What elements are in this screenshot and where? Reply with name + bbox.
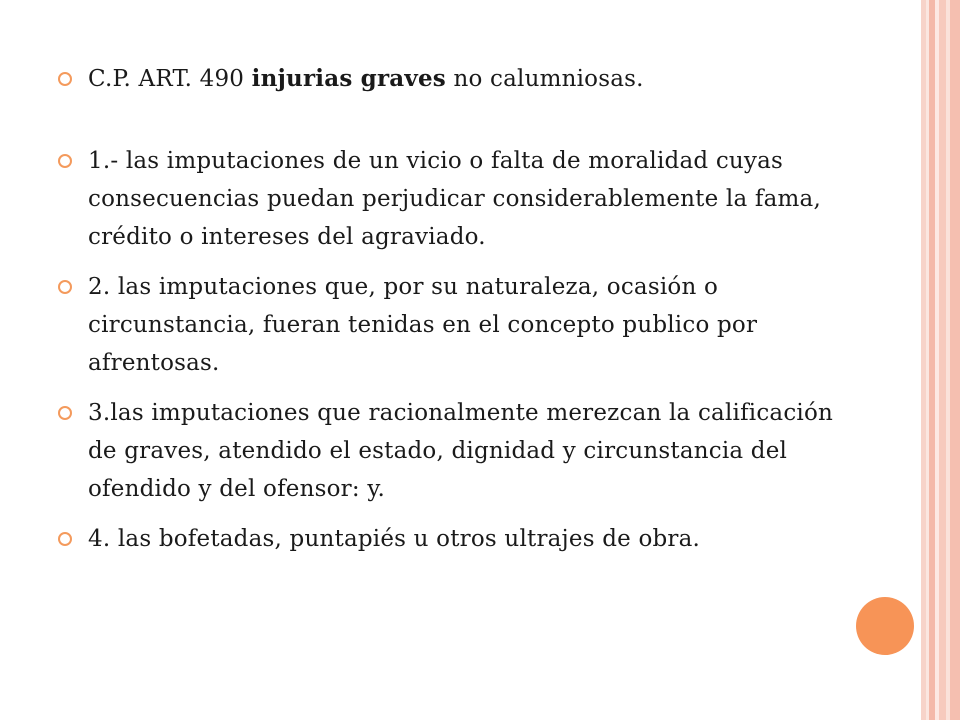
bullet-text-3: 3.las imputaciones que racionalmente merezcan la calificación de graves, atendido el estado, dignidad y circunstancia del ofendido y del ofensor: y. xyxy=(88,400,834,502)
bullet-circle-icon xyxy=(58,406,72,420)
bullet-text-2: 2. las imputaciones que, por su naturaleza, ocasión o circunstancia, fueran tenidas en el concepto publico por afrentosas. xyxy=(88,274,758,376)
bullet-item-3 xyxy=(58,394,838,508)
bullet-item-intro xyxy=(58,60,838,98)
bullet-circle-icon xyxy=(58,154,72,168)
bullet-item-1 xyxy=(58,142,838,256)
bullet-text-4: 4. las bofetadas, puntapiés u otros ultrajes de obra. xyxy=(88,526,701,552)
bullet-list xyxy=(58,60,838,558)
intro-text-bold: injurias graves xyxy=(251,65,446,92)
decorative-circle xyxy=(856,597,914,655)
bullet-text-1: 1.- las imputaciones de un vicio o falta de moralidad cuyas consecuencias puedan perjudicar considerablemente la fama, crédito o intereses del agraviado. xyxy=(88,148,821,250)
bullet-item-2 xyxy=(58,268,838,382)
bullet-circle-icon xyxy=(58,280,72,294)
decor-stripe xyxy=(950,0,960,720)
intro-text-end: no calumniosas. xyxy=(445,66,644,92)
bullet-circle-icon xyxy=(58,72,72,86)
bullet-circle-icon xyxy=(58,532,72,546)
bullet-item-4 xyxy=(58,520,838,558)
decor-stripe xyxy=(939,0,946,720)
intro-text-start: C.P. ART. 490 xyxy=(88,66,252,92)
